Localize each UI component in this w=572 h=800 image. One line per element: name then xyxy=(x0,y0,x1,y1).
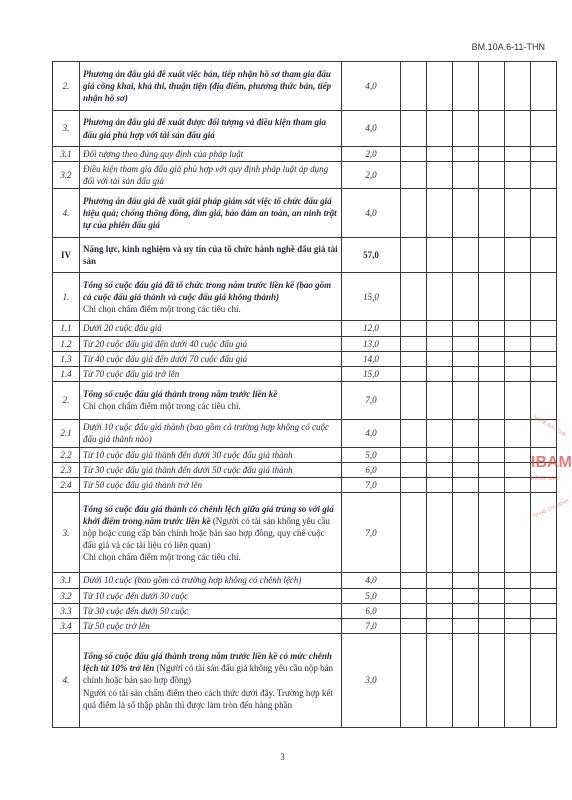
criterion-text: Tổng số cuộc đấu giá thành trong năm trước liền kề có mức chênh lệch từ 10% trở lên xyxy=(83,651,332,674)
criterion-detail: (Người có tài sản không yêu cầu nộp hoặc cung cấp bản chính hoặc bản sao hợp đồng, quy chế cuộc đấu giá và các tài liệu có liên quan) xyxy=(83,515,330,550)
table-row xyxy=(53,366,557,381)
table-row xyxy=(53,321,557,336)
max-points: 4,0 xyxy=(342,189,401,238)
score-cell xyxy=(531,162,557,189)
row-number: 3.4 xyxy=(53,618,80,633)
score-cell xyxy=(453,62,479,111)
max-points: 5,0 xyxy=(342,588,401,603)
document-code: BM.10A.6-11-THN xyxy=(471,42,545,52)
score-cell xyxy=(479,633,505,727)
max-points: 15,0 xyxy=(342,366,401,381)
table-row xyxy=(53,162,557,189)
table-row xyxy=(53,588,557,603)
table-row xyxy=(53,351,557,366)
max-points: 57,0 xyxy=(342,238,401,273)
criterion-note: Chỉ chọn chấm điểm một trong các tiêu chí. xyxy=(83,303,241,314)
score-cell xyxy=(401,321,427,336)
criterion-text: Từ 10 cuộc đến dưới 30 cuộc xyxy=(80,588,342,603)
stamp-text: TP HỒ CHÍ MINH xyxy=(531,498,570,521)
score-cell xyxy=(505,419,531,447)
score-cell xyxy=(531,321,557,336)
criterion-text: Tổng số cuộc đấu giá thành trong năm trước liền kề xyxy=(83,389,278,400)
score-cell xyxy=(427,573,453,588)
score-cell xyxy=(479,238,505,273)
score-cell xyxy=(479,62,505,111)
row-number: 2. xyxy=(53,62,80,111)
max-points: 4,0 xyxy=(342,573,401,588)
score-cell xyxy=(479,447,505,462)
table-row xyxy=(53,618,557,633)
criterion-text: Điều kiện tham gia đấu giá phù hợp với quy định pháp luật áp dụng đối với tài sản đấu giá xyxy=(80,162,342,189)
score-cell xyxy=(401,366,427,381)
table-row xyxy=(53,447,557,462)
row-number: 1.4 xyxy=(53,366,80,381)
score-cell xyxy=(401,273,427,321)
score-cell xyxy=(505,573,531,588)
score-cell xyxy=(531,351,557,366)
criterion-cell xyxy=(80,633,342,727)
score-cell xyxy=(453,162,479,189)
row-number: 3.1 xyxy=(53,147,80,162)
score-cell xyxy=(427,381,453,419)
criterion-cell xyxy=(80,273,342,321)
table-row xyxy=(53,273,557,321)
table-row xyxy=(53,419,557,447)
score-cell xyxy=(427,419,453,447)
criterion-text: Từ 50 cuộc đấu giá thành trở lên xyxy=(80,478,342,493)
score-cell xyxy=(453,419,479,447)
max-points: 7,0 xyxy=(342,618,401,633)
score-cell xyxy=(453,111,479,147)
row-number: 1.1 xyxy=(53,321,80,336)
criterion-cell xyxy=(80,493,342,573)
score-cell xyxy=(531,366,557,381)
score-cell xyxy=(427,111,453,147)
score-cell xyxy=(427,463,453,478)
scoring-criteria-table xyxy=(52,61,557,728)
row-number: 1. xyxy=(53,273,80,321)
score-cell xyxy=(505,321,531,336)
score-cell xyxy=(531,573,557,588)
stamp-text: NGHỀ ĐẤU GIÁ xyxy=(532,414,567,438)
score-cell xyxy=(401,447,427,462)
max-points: 7,0 xyxy=(342,493,401,573)
criterion-text: Từ 10 cuộc đấu giá thành đến dưới 30 cuộc đấu giá thành xyxy=(80,447,342,462)
criterion-text: Phương án đấu giá đề xuất việc bán, tiếp nhận hồ sơ tham gia đấu giá công khai, khả thi, thuận tiện (địa điểm, phương thức bán, tiếp nhận hồ sơ) xyxy=(80,62,342,111)
stamp-text: ĐÔNG NAM xyxy=(531,476,559,482)
score-cell xyxy=(505,447,531,462)
score-cell xyxy=(427,493,453,573)
score-cell xyxy=(427,366,453,381)
score-cell xyxy=(427,588,453,603)
criterion-text: Tổng số cuộc đấu giá đã tổ chức trong năm trước liền kề (bao gồm cả cuộc đấu giá thành và cuộc đấu giá không thành) xyxy=(83,279,332,302)
score-cell xyxy=(531,189,557,238)
score-cell xyxy=(505,618,531,633)
score-cell xyxy=(479,588,505,603)
score-cell xyxy=(453,447,479,462)
score-cell xyxy=(453,189,479,238)
score-cell xyxy=(505,381,531,419)
score-cell xyxy=(505,366,531,381)
score-cell xyxy=(427,238,453,273)
criterion-detail: (Người có tài sản đấu giá không yêu cầu nộp bản chính hoặc bản sao hợp đồng) xyxy=(83,663,334,686)
score-cell xyxy=(427,351,453,366)
score-cell xyxy=(427,633,453,727)
criterion-text: Năng lực, kinh nghiệm và uy tín của tổ chức hành nghề đấu giá tài sản xyxy=(80,238,342,273)
row-number: 4. xyxy=(53,633,80,727)
table-row xyxy=(53,62,557,111)
row-number: 4. xyxy=(53,189,80,238)
score-cell xyxy=(479,366,505,381)
row-number: 2.3 xyxy=(53,463,80,478)
score-cell xyxy=(427,321,453,336)
criterion-text: Dưới 10 cuộc (bao gồm cả trường hợp không có chênh lệch) xyxy=(80,573,342,588)
score-cell xyxy=(505,147,531,162)
score-cell xyxy=(479,381,505,419)
score-cell xyxy=(427,147,453,162)
score-cell xyxy=(531,111,557,147)
score-cell xyxy=(401,351,427,366)
score-cell xyxy=(505,273,531,321)
score-cell xyxy=(479,478,505,493)
criterion-text: Từ 40 cuộc đấu giá đến dưới 70 cuộc đấu giá xyxy=(80,351,342,366)
score-cell xyxy=(453,273,479,321)
score-cell xyxy=(505,633,531,727)
score-cell xyxy=(401,111,427,147)
score-cell xyxy=(479,493,505,573)
criterion-note: Chỉ chọn chấm điểm một trong các tiêu chí. xyxy=(83,552,241,563)
row-number: 3.1 xyxy=(53,573,80,588)
table-row xyxy=(53,381,557,419)
criterion-note: Chỉ chọn chấm điểm một trong các tiêu chí. xyxy=(83,401,241,412)
score-cell xyxy=(531,238,557,273)
score-cell xyxy=(427,603,453,618)
score-cell xyxy=(427,273,453,321)
score-cell xyxy=(453,381,479,419)
score-cell xyxy=(401,381,427,419)
score-cell xyxy=(505,238,531,273)
score-cell xyxy=(505,493,531,573)
score-cell xyxy=(453,336,479,351)
max-points: 14,0 xyxy=(342,351,401,366)
row-number: 3.2 xyxy=(53,162,80,189)
score-cell xyxy=(479,147,505,162)
score-cell xyxy=(479,573,505,588)
score-cell xyxy=(505,336,531,351)
max-points: 2,0 xyxy=(342,162,401,189)
max-points: 4,0 xyxy=(342,62,401,111)
max-points: 2,0 xyxy=(342,147,401,162)
score-cell xyxy=(453,633,479,727)
table-row xyxy=(53,147,557,162)
score-cell xyxy=(479,321,505,336)
score-cell xyxy=(401,603,427,618)
table-row xyxy=(53,478,557,493)
score-cell xyxy=(505,189,531,238)
row-number: IV xyxy=(53,238,80,273)
criterion-text: Phương án đấu giá đề xuất được đối tượng và điều kiện tham gia đấu giá phù hợp với tài sản đấu giá xyxy=(80,111,342,147)
table-row xyxy=(53,493,557,573)
table-row xyxy=(53,463,557,478)
max-points: 15,0 xyxy=(342,273,401,321)
score-cell xyxy=(401,478,427,493)
score-cell xyxy=(427,447,453,462)
criterion-text: Đối tượng theo đúng quy định của pháp luật xyxy=(80,147,342,162)
score-cell xyxy=(453,321,479,336)
row-number: 1.3 xyxy=(53,351,80,366)
score-cell xyxy=(453,603,479,618)
score-cell xyxy=(401,162,427,189)
score-cell xyxy=(505,603,531,618)
score-cell xyxy=(479,463,505,478)
table-row xyxy=(53,573,557,588)
table-row xyxy=(53,238,557,273)
criterion-text: Dưới 10 cuộc đấu giá thành (bao gồm cả trường hợp không có cuộc đấu giá thành nào) xyxy=(80,419,342,447)
score-cell xyxy=(453,618,479,633)
score-cell xyxy=(531,336,557,351)
score-cell xyxy=(531,633,557,727)
row-number: 1.2 xyxy=(53,336,80,351)
score-cell xyxy=(427,62,453,111)
row-number: 3. xyxy=(53,111,80,147)
score-cell xyxy=(401,463,427,478)
criterion-text: Từ 50 cuộc trở lên xyxy=(80,618,342,633)
score-cell xyxy=(505,463,531,478)
score-cell xyxy=(479,351,505,366)
criterion-note: Người có tài sản chấm điểm theo cách thức dưới đây. Trường hợp kết quả điểm là số thập phân thì được làm tròn đến hàng phần xyxy=(83,687,333,710)
score-cell xyxy=(427,618,453,633)
table-row xyxy=(53,633,557,727)
max-points: 4,0 xyxy=(342,419,401,447)
score-cell xyxy=(531,147,557,162)
page-number: 3 xyxy=(280,752,285,762)
score-cell xyxy=(531,603,557,618)
table-row xyxy=(53,189,557,238)
score-cell xyxy=(505,588,531,603)
score-cell xyxy=(401,588,427,603)
score-cell xyxy=(401,189,427,238)
criterion-text: Từ 70 cuộc đấu giá trở lên xyxy=(80,366,342,381)
row-number: 3. xyxy=(53,493,80,573)
max-points: 5,0 xyxy=(342,447,401,462)
score-cell xyxy=(505,351,531,366)
criterion-text: Dưới 20 cuộc đấu giá xyxy=(80,321,342,336)
score-cell xyxy=(479,189,505,238)
score-cell xyxy=(453,238,479,273)
criterion-text: Phương án đấu giá đề xuất giải pháp giám sát việc tổ chức đấu giá hiệu quả; chống thông đồng, dìm giá, bảo đảm an toàn, an ninh trật tự của phiên đấu giá xyxy=(80,189,342,238)
criterion-cell xyxy=(80,381,342,419)
score-cell xyxy=(401,493,427,573)
score-cell xyxy=(531,62,557,111)
score-cell xyxy=(453,573,479,588)
row-number: 3.2 xyxy=(53,588,80,603)
score-cell xyxy=(531,588,557,603)
criterion-text: Tổng số cuộc đấu giá thành có chênh lệch giữa giá trúng so với giá khởi điểm trong năm trước liền kề xyxy=(83,503,334,526)
score-cell xyxy=(427,189,453,238)
score-cell xyxy=(505,111,531,147)
score-cell xyxy=(453,478,479,493)
score-cell xyxy=(505,162,531,189)
max-points: 6,0 xyxy=(342,463,401,478)
max-points: 13,0 xyxy=(342,336,401,351)
criterion-text: Từ 30 cuộc đến dưới 50 cuộc xyxy=(80,603,342,618)
score-cell xyxy=(453,493,479,573)
score-cell xyxy=(453,147,479,162)
table-row xyxy=(53,336,557,351)
score-cell xyxy=(531,618,557,633)
max-points: 3,0 xyxy=(342,633,401,727)
score-cell xyxy=(401,238,427,273)
score-cell xyxy=(505,478,531,493)
row-number: 2.2 xyxy=(53,447,80,462)
max-points: 6,0 xyxy=(342,603,401,618)
score-cell xyxy=(427,336,453,351)
score-cell xyxy=(453,366,479,381)
row-number: 2.4 xyxy=(53,478,80,493)
score-cell xyxy=(401,419,427,447)
score-cell xyxy=(479,111,505,147)
table-row xyxy=(53,111,557,147)
stamp-logo: IBAM xyxy=(531,454,572,471)
max-points: 7,0 xyxy=(342,381,401,419)
score-cell xyxy=(479,273,505,321)
score-cell xyxy=(401,62,427,111)
criterion-text: Từ 20 cuộc đấu giá đến dưới 40 cuộc đấu giá xyxy=(80,336,342,351)
score-cell xyxy=(479,162,505,189)
max-points: 7,0 xyxy=(342,478,401,493)
table-row xyxy=(53,603,557,618)
score-cell xyxy=(401,618,427,633)
max-points: 4,0 xyxy=(342,111,401,147)
score-cell xyxy=(531,273,557,321)
score-cell xyxy=(453,351,479,366)
score-cell xyxy=(505,62,531,111)
score-cell xyxy=(479,419,505,447)
score-cell xyxy=(401,573,427,588)
row-number: 2.1 xyxy=(53,419,80,447)
max-points: 12,0 xyxy=(342,321,401,336)
score-cell xyxy=(401,633,427,727)
score-cell xyxy=(453,463,479,478)
score-cell xyxy=(479,618,505,633)
score-cell xyxy=(427,162,453,189)
score-cell xyxy=(427,478,453,493)
row-number: 3.3 xyxy=(53,603,80,618)
score-cell xyxy=(401,336,427,351)
criterion-text: Từ 30 cuộc đấu giá thành đến dưới 50 cuộc đấu giá thành xyxy=(80,463,342,478)
row-number: 2. xyxy=(53,381,80,419)
score-cell xyxy=(453,588,479,603)
score-cell xyxy=(401,147,427,162)
score-cell xyxy=(479,603,505,618)
score-cell xyxy=(479,336,505,351)
